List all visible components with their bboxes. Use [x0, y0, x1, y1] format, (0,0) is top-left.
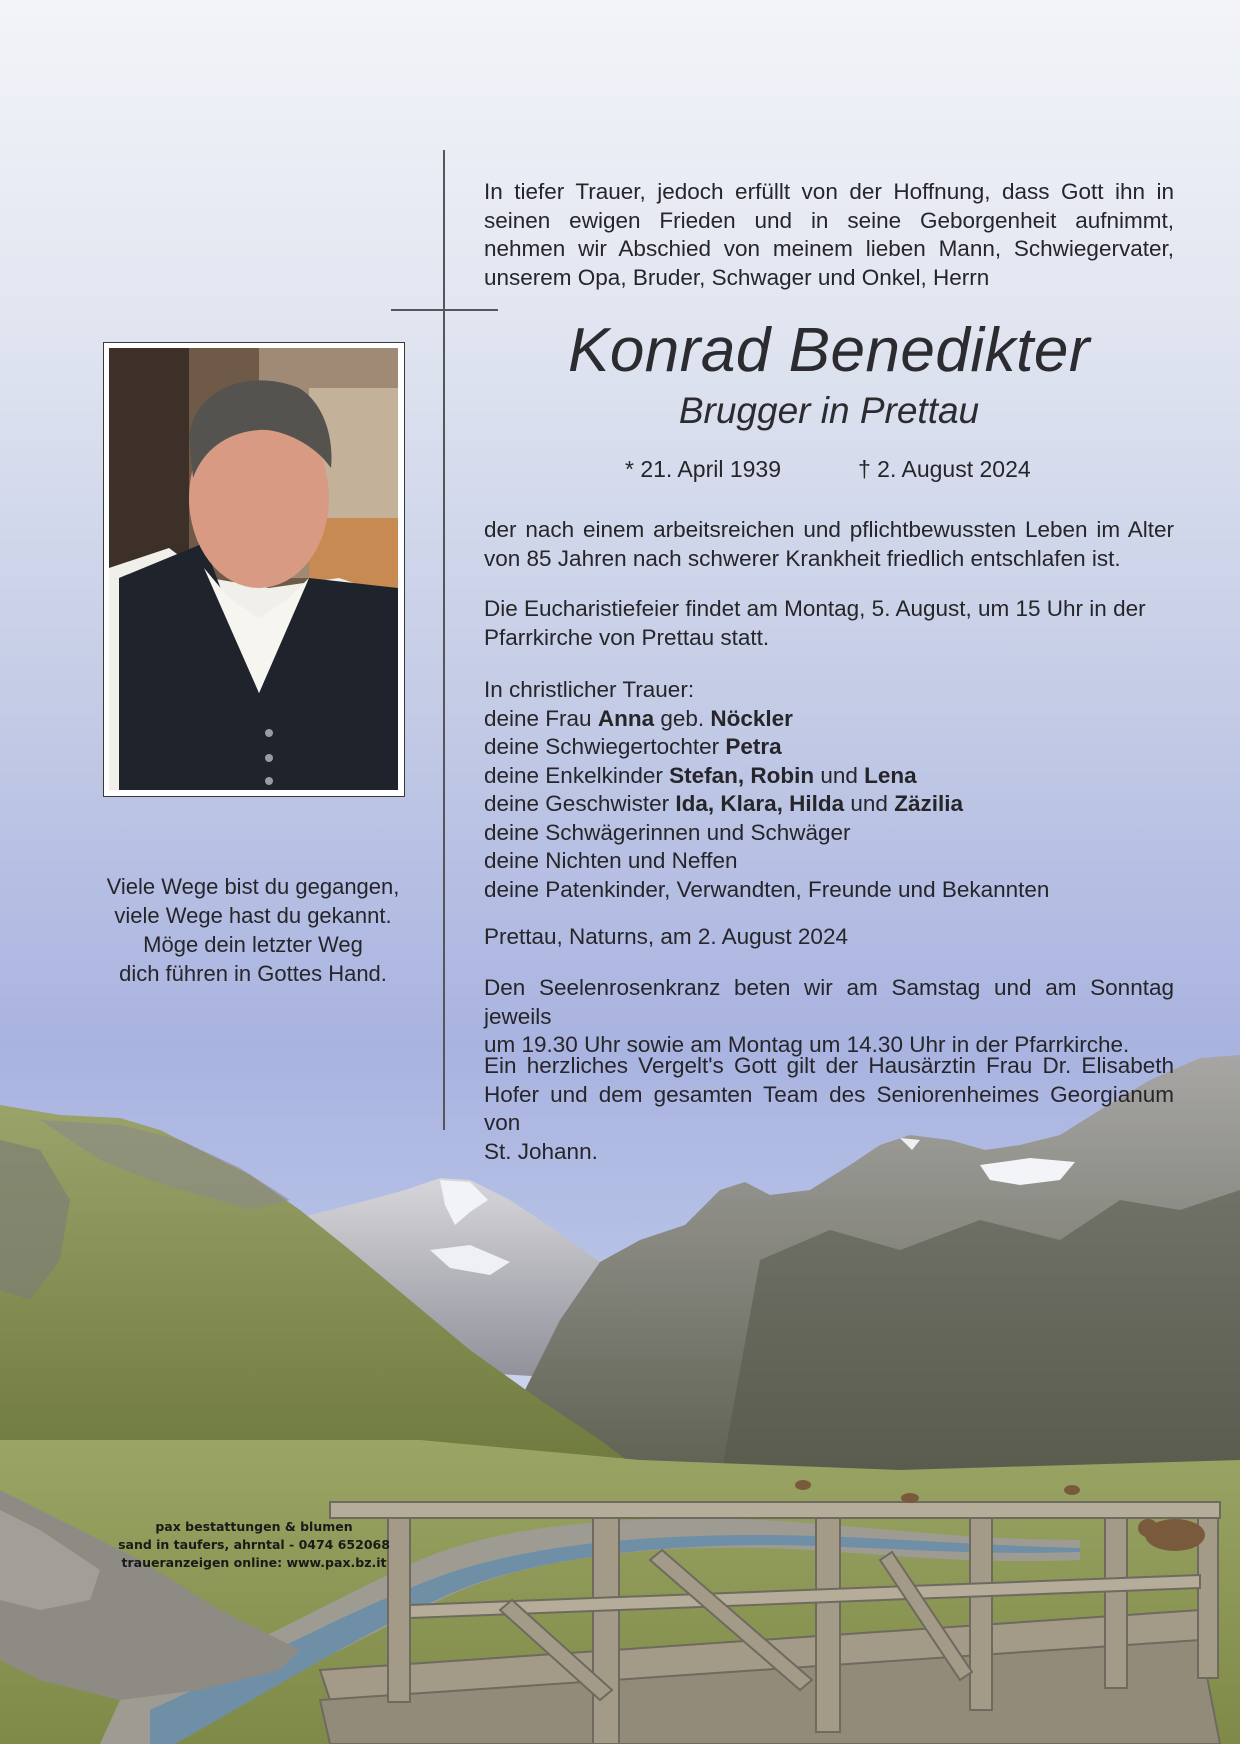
mass-line: Die Eucharistiefeier findet am Montag, 5. August, um 15 Uhr in der — [484, 596, 1146, 621]
mourner-line: deine Schwiegertochter Petra — [484, 734, 782, 759]
portrait-frame — [103, 342, 405, 797]
rosary-line: um 19.30 Uhr sowie am Montag um 14.30 Uhr in der Pfarrkirche. — [484, 1032, 1130, 1057]
mourner-line: deine Patenkinder, Verwandten, Freunde und Bekannten — [484, 876, 1050, 902]
mourner-line: deine Frau Anna geb. Nöckler — [484, 705, 793, 731]
rosary-line: Den Seelenrosenkranz beten wir am Samstag und am Sonntag jeweils — [484, 975, 1174, 1029]
mass-line: Pfarrkirche von Prettau statt. — [484, 624, 770, 650]
life-line: von 85 Jahren nach schwerer Krankheit friedlich entschlafen ist. — [484, 545, 1121, 571]
verse-line: Möge dein letzter Weg — [143, 932, 363, 957]
rosary-paragraph — [484, 974, 1174, 1060]
life-paragraph — [484, 516, 1174, 573]
mourners-list — [484, 676, 1174, 904]
mourners-heading: In christlicher Trauer: — [484, 677, 695, 702]
mourner-line: deine Geschwister Ida, Klara, Hilda und Zäzilia — [484, 791, 963, 816]
verse-line: Viele Wege bist du gegangen, — [106, 874, 400, 899]
thanks-paragraph — [484, 1052, 1174, 1166]
imprint-line: pax bestattungen & blumen — [155, 1519, 353, 1534]
cross-horizontal-line — [391, 309, 498, 311]
intro-line: unserem Opa, Bruder, Schwager und Onkel, Herrn — [484, 264, 990, 290]
mass-paragraph — [484, 595, 1174, 652]
thanks-line: Hofer und dem gesamten Team des Seniorenheimes Georgianum von — [484, 1081, 1174, 1135]
mourner-line: deine Nichten und Neffen — [484, 848, 738, 873]
intro-paragraph — [484, 178, 1174, 292]
mourner-line: deine Enkelkinder Stefan, Robin und Lena — [484, 762, 917, 788]
life-line: der nach einem arbeitsreichen und pflichtbewussten Leben im Alter — [484, 517, 1174, 542]
mourner-line: deine Schwägerinnen und Schwäger — [484, 819, 851, 845]
intro-line: seinen ewigen Frieden und in seine Geborgenheit aufnimmt, — [484, 207, 1174, 233]
funeral-home-imprint — [118, 1518, 390, 1572]
deceased-subtitle: Brugger in Prettau — [678, 390, 980, 431]
memorial-verse — [60, 872, 446, 988]
imprint-line: sand in taufers, ahrntal - 0474 652068 — [118, 1537, 390, 1552]
thanks-line: St. Johann. — [484, 1138, 598, 1164]
intro-line: nehmen wir Abschied von meinem lieben Mann, Schwiegervater, — [484, 236, 1174, 261]
death-date: † 2. August 2024 — [858, 456, 1031, 482]
intro-line: In tiefer Trauer, jedoch erfüllt von der Hoffnung, dass Gott ihn in — [484, 179, 1174, 204]
thanks-line: Ein herzliches Vergelt's Gott gilt der Hausärztin Frau Dr. Elisabeth — [484, 1053, 1174, 1078]
verse-line: viele Wege hast du gekannt. — [114, 903, 392, 928]
imprint-line: traueranzeigen online: www.pax.bz.it — [121, 1555, 387, 1570]
place-date: Prettau, Naturns, am 2. August 2024 — [484, 924, 848, 949]
deceased-name: Konrad Benedikter — [567, 316, 1091, 385]
portrait-photo — [109, 348, 398, 790]
verse-line: dich führen in Gottes Hand. — [119, 961, 387, 986]
birth-date: * 21. April 1939 — [625, 456, 782, 482]
